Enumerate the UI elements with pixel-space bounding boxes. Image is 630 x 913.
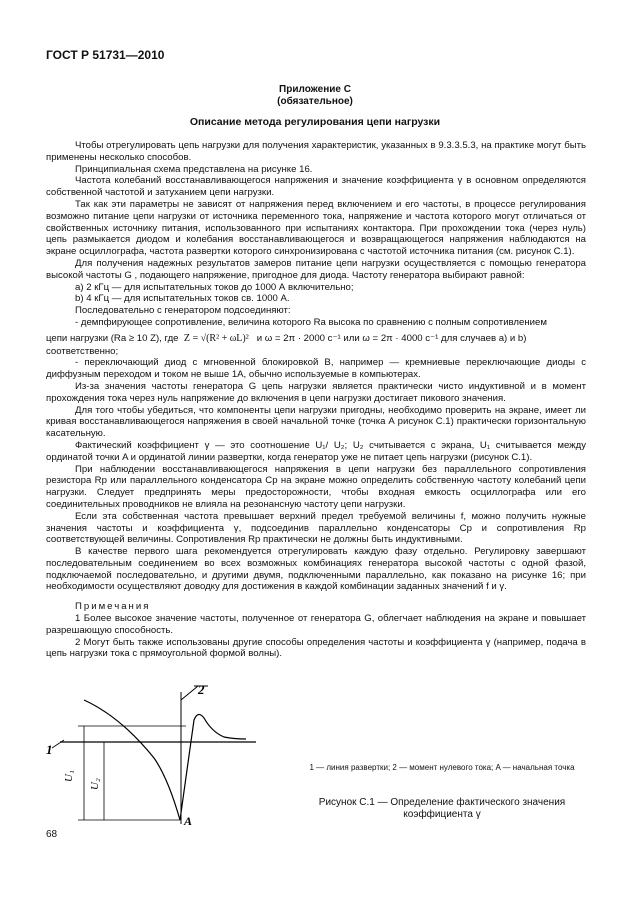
- figure-legend: 1 — линия развертки; 2 — момент нулевого тока; A — начальная точка: [309, 763, 575, 772]
- note-item: 1 Более высокое значение частоты, полученное от генератора G, облегчает наблюдения на экране и повышает разрешающую способность.: [46, 613, 586, 636]
- paragraph: Чтобы отрегулировать цепь нагрузки для получения характеристик, указанных в 9.3.3.5.3, на практике могут быть применены несколько способов.: [46, 140, 586, 163]
- appendix-title: Приложение С: [279, 84, 351, 95]
- label-2: 2: [198, 682, 205, 697]
- document-body: [46, 140, 586, 660]
- figure-caption: [300, 797, 584, 821]
- standard-header: ГОСТ Р 51731—2010: [46, 48, 165, 62]
- voltage-curve: [84, 700, 180, 820]
- note-item: 2 Могут быть также использованы другие способы определения частоты и коэффициента γ (например, подача в цепь нагрузки тока с прямоугольной формой волны).: [46, 636, 586, 660]
- label-u2: U₂: [89, 778, 101, 790]
- list-item: a) 2 кГц — для испытательных токов до 1000 А включительно;: [75, 281, 354, 293]
- formula-prefix: цепи нагрузки (Ra ≥ 10 Z), где: [46, 332, 179, 344]
- label-u1: U₁: [63, 770, 75, 782]
- paragraph: При наблюдении восстанавливающегося напряжения в цепи нагрузки без параллельного сопротивления резистора Rp или параллельного конденсатора Cp на экране можно определить собственную частоту колебаний цепи нагрузки. Следует предпринять меры предосторожности, чтобы входная емкость осциллографа или его соединительных проводников не влияла на резонансную частоту цепи нагрузки.: [46, 463, 586, 510]
- paragraph: В качестве первого шага рекомендуется отрегулировать каждую фазу отдельно. Регулировку завершают последовательным соединением во всех возможных комбинациях генератора высокой частоты с одной фазой, подключаемой последовательно, и другими двумя, подключенными параллельно, как показано на рисунке 16; при необходимости осуществляют доводку для достижения в каждой комбинации заданных значений f и γ.: [46, 546, 586, 593]
- label-1-leader: [52, 740, 64, 748]
- paragraph: - демпфирующее сопротивление, величина которого Ra высока по сравнению с полным сопротивлением: [75, 316, 547, 328]
- figure-c1: [46, 682, 296, 826]
- notes-heading: Примечания: [75, 601, 151, 613]
- appendix-status: (обязательное): [277, 96, 353, 107]
- page-number: 68: [46, 829, 58, 840]
- paragraph: Последовательно с генератором подсоединяют:: [75, 305, 291, 317]
- figure-caption-line: коэффициента γ: [403, 809, 481, 820]
- paragraph: Для того чтобы убедиться, что компоненты цепи нагрузки пригодны, необходимо проверить на экране, имеет ли кривая восстанавливающегося напряжения в своей начальной точке (точка А рисунок С.1) практически горизонтальную касательную.: [46, 404, 586, 440]
- label-1: 1: [46, 742, 53, 757]
- formula-line: [46, 333, 586, 345]
- omega-formula: и ω = 2π · 2000 с⁻¹ или ω = 2π · 4000 с⁻¹ для случаев a) и b): [256, 332, 527, 344]
- paragraph: Если эта собственная частота превышает верхний предел требуемой величины f, можно получить нужные значения частоты и коэффициента γ, подсоединив параллельно конденсаторы Cp и сопротивления Rp соответствующей величины. Сопротивления Rp практически не должны быть индуктивными.: [46, 510, 586, 546]
- recovery-voltage-curve: [180, 714, 246, 820]
- paragraph: Из-за значения частоты генератора G цепь нагрузки является практически чисто индуктивной и в момент прохождения тока через нуль напряжение до включения в цепи нагрузки достигает пикового значения.: [46, 380, 586, 404]
- section-title: Описание метода регулирования цепи нагрузки: [189, 116, 441, 128]
- paragraph: Фактический коэффициент γ — это соотношение U₁/ U₂; U₂ считывается с экрана, U₁ считывается между ординатой точки A и ординатой линии развертки, когда генератор уже не питает цепь нагрузки (рисунок С.1).: [46, 439, 586, 463]
- appendix-heading: [0, 84, 630, 108]
- paragraph: Принципиальная схема представлена на рисунке 16.: [75, 163, 313, 175]
- paragraph: - переключающий диод с мгновенной блокировкой B, например — кремниевые переключающие диоды с диффузным переходом и током не выше 1A, обычно используемые в компьютерах.: [46, 357, 586, 381]
- paragraph: Для получения надежных результатов замеров питание цепи нагрузки осуществляется с помощью генератора высокой частоты G , подающего напряжение, пригодное для диода. Частоту генератора выбирают равной:: [46, 257, 586, 281]
- label-2-leader: [181, 686, 198, 700]
- impedance-formula: Z = √(R² + ωL)²: [183, 332, 249, 344]
- figure-caption-line: Рисунок С.1 — Определение фактического значения: [318, 797, 566, 808]
- label-a: A: [184, 814, 193, 826]
- paragraph: соответственно;: [46, 345, 119, 357]
- paragraph: Частота колебаний восстанавливающегося напряжения и значение коэффициента γ в основном определяются собственной частотой и затуханием цепи нагрузки.: [46, 175, 586, 199]
- list-item: b) 4 кГц — для испытательных токов св. 1000 А.: [75, 293, 290, 305]
- paragraph: Так как эти параметры не зависят от напряжения перед включением и его частоты, в процессе регулирования возможно питание цепи нагрузки от источника переменного тока, напряжение и частота которого могут отличаться от свойственных источнику питания, использованного при испытаниях контактора. При прохождении тока (через нуль) цепь размыкается диодом и колебания восстанавливающегося и возвращающегося напряжения наблюдаются на экране осциллографа, частота развертки которого синхронизирована с частотой источника питания (см. рисунок С.1).: [46, 198, 586, 258]
